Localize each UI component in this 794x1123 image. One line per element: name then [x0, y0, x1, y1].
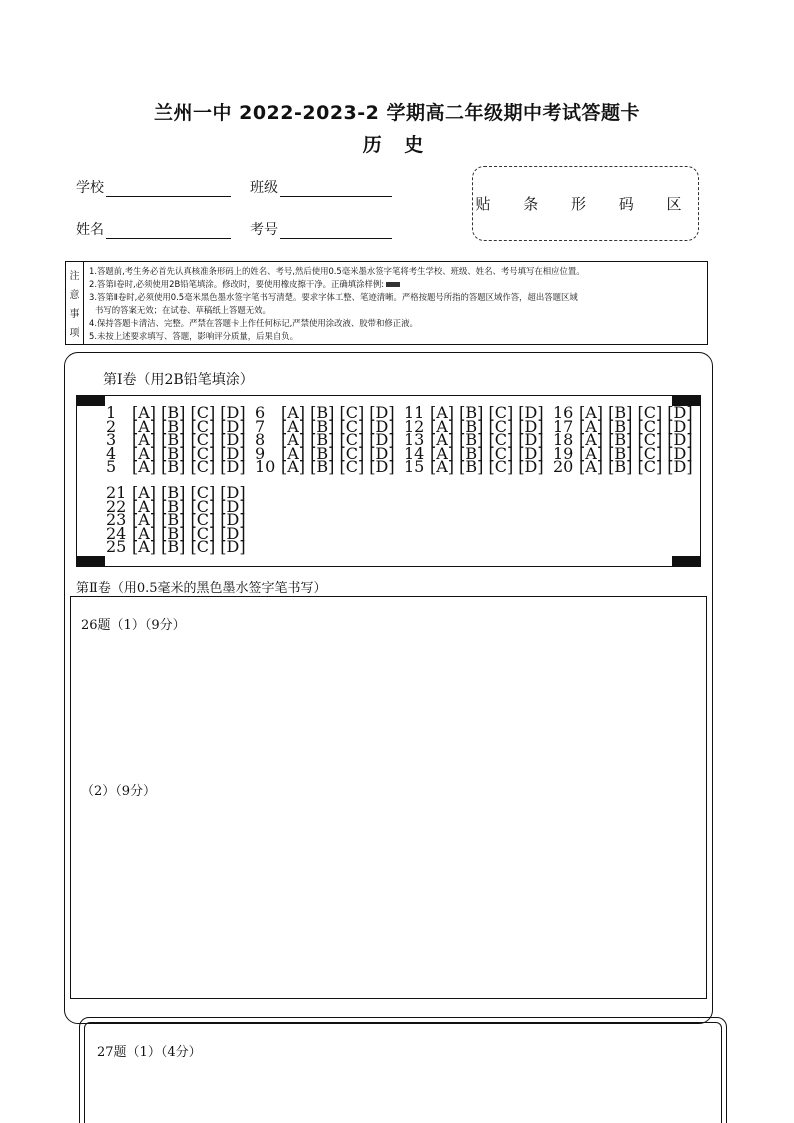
answer-options[interactable]: [A] [B] [C] [D] — [132, 510, 246, 530]
question-number: 1 — [106, 403, 117, 422]
notice-label — [66, 262, 84, 344]
notice-item — [89, 278, 702, 291]
notice-body — [84, 262, 707, 344]
part1-heading: 第Ⅰ卷（用2B铅笔填涂） — [103, 372, 254, 388]
question-number: 6 — [255, 403, 266, 422]
notice-item: 书写的答案无效；在试卷、草稿纸上答题无效。 — [95, 305, 271, 316]
exam-no-line[interactable] — [280, 223, 392, 239]
question-number: 21 — [106, 483, 127, 502]
answer-options[interactable]: [A] [B] [C] [D] — [579, 443, 693, 463]
question-number: 8 — [255, 430, 266, 450]
answer-options[interactable]: [A] [B] [C] [D] — [430, 430, 544, 450]
answer-options[interactable]: [A] [B] [C] [D] — [132, 430, 246, 450]
notice-label-char: 项 — [69, 328, 80, 339]
question-15-row — [404, 457, 544, 477]
answer-options[interactable]: [A] [B] [C] [D] — [132, 403, 246, 422]
notice-item: 5.未按上述要求填写、答题，影响评分质量，后果自负。 — [89, 331, 298, 342]
question-number: 11 — [404, 403, 425, 422]
question-number: 22 — [106, 496, 127, 516]
answer-options[interactable]: [A] [B] [C] [D] — [132, 537, 246, 557]
barcode-label: 贴 条 形 码 区 — [475, 195, 696, 213]
name-line[interactable] — [106, 223, 231, 239]
answer-options[interactable]: [A] [B] [C] [D] — [132, 443, 246, 463]
answer-options[interactable]: [A] [B] [C] [D] — [579, 430, 693, 450]
q26-1-label: 26题（1）（9分） — [81, 618, 186, 633]
school-line[interactable] — [106, 181, 231, 197]
question-number: 25 — [106, 537, 127, 557]
q26-2-label: （2）（9分） — [81, 784, 157, 799]
answer-options[interactable]: [A] [B] [C] [D] — [132, 457, 246, 477]
question-number: 2 — [106, 416, 117, 436]
answer-options[interactable]: [A] [B] [C] [D] — [430, 416, 544, 436]
exam-no-label: 考号 — [250, 222, 278, 238]
question-number: 14 — [404, 443, 425, 463]
answer-options[interactable]: [A] [B] [C] [D] — [579, 416, 693, 436]
question-20-row — [553, 457, 693, 477]
notice-label-char: 注 — [69, 271, 80, 282]
answer-options[interactable]: [A] [B] [C] [D] — [579, 403, 693, 422]
class-line[interactable] — [280, 181, 392, 197]
notice-label-char: 事 — [69, 309, 80, 320]
alignment-mark — [672, 556, 700, 566]
school-field[interactable] — [76, 177, 231, 197]
question-number: 16 — [553, 403, 574, 422]
class-field[interactable] — [250, 177, 392, 197]
barcode-area — [472, 166, 699, 241]
fill-sample-mark — [386, 282, 400, 287]
notice-box — [65, 261, 708, 345]
answer-options[interactable]: [A] [B] [C] [D] — [281, 443, 395, 463]
question-number: 13 — [404, 430, 425, 450]
question-number: 15 — [404, 457, 425, 477]
notice-item-text: 2.答第Ⅰ卷时,必须使用2B铅笔填涂。修改时，要使用橡皮擦干净。正确填涂样例: — [89, 279, 385, 290]
answer-options[interactable]: [A] [B] [C] [D] — [579, 457, 693, 477]
answer-options[interactable]: [A] [B] [C] [D] — [430, 457, 544, 477]
notice-item: 3.答第Ⅱ卷时,必须使用0.5毫米黑色墨水签字笔书写清楚。要求字体工整、笔迹清晰。严格按题号所指的答题区域作答，超出答题区域 — [89, 292, 578, 303]
question-number: 18 — [553, 430, 574, 450]
question-number: 20 — [553, 457, 574, 477]
exam-no-field[interactable] — [250, 219, 392, 239]
question-number: 17 — [553, 416, 574, 436]
question-10-row — [255, 457, 395, 477]
question-number: 19 — [553, 443, 574, 463]
q27-1-label: 27题（1）（4分） — [97, 1045, 202, 1060]
class-label: 班级 — [250, 180, 278, 196]
name-label: 姓名 — [76, 222, 104, 238]
notice-item: 1.答题前,考生务必首先认真核准条形码上的姓名、考号,然后使用0.5毫米墨水签字笔将考生学校、班级、姓名、考号填写在相应位置。 — [89, 266, 585, 276]
question-number: 9 — [255, 443, 266, 463]
question-number: 5 — [106, 457, 117, 477]
question-number: 24 — [106, 523, 127, 543]
question-5-row — [106, 457, 246, 477]
notice-item: 4.保持答题卡清洁、完整。严禁在答题卡上作任何标记,严禁使用涂改液、胶带和修正液。 — [89, 318, 418, 329]
answer-options[interactable]: [A] [B] [C] [D] — [132, 416, 246, 436]
answer-options[interactable]: [A] [B] [C] [D] — [132, 483, 246, 502]
answer-options[interactable]: [A] [B] [C] [D] — [430, 443, 544, 463]
subject-title: 历 史 — [362, 134, 432, 156]
question-number: 10 — [255, 457, 276, 477]
answer-area-26[interactable] — [70, 596, 707, 999]
answer-area-27[interactable] — [84, 1022, 722, 1123]
answer-options[interactable]: [A] [B] [C] [D] — [281, 403, 395, 422]
question-25-row — [106, 537, 246, 557]
alignment-mark — [77, 396, 105, 406]
question-number: 12 — [404, 416, 425, 436]
answer-options[interactable]: [A] [B] [C] [D] — [132, 496, 246, 516]
answer-options[interactable]: [A] [B] [C] [D] — [281, 416, 395, 436]
name-field[interactable] — [76, 219, 231, 239]
question-number: 4 — [106, 443, 117, 463]
notice-label-char: 意 — [69, 290, 80, 301]
question-number: 7 — [255, 416, 266, 436]
part2-heading: 第Ⅱ卷（用0.5毫米的黑色墨水签字笔书写） — [76, 581, 327, 596]
question-number: 23 — [106, 510, 127, 530]
answer-options[interactable]: [A] [B] [C] [D] — [281, 430, 395, 450]
answer-options[interactable]: [A] [B] [C] [D] — [281, 457, 395, 477]
alignment-mark — [77, 556, 105, 566]
page-title: 兰州一中 2022-2023-2 学期高二年级期中考试答题卡 — [154, 102, 640, 124]
school-label: 学校 — [76, 180, 104, 196]
answer-options[interactable]: [A] [B] [C] [D] — [430, 403, 544, 422]
answer-options[interactable]: [A] [B] [C] [D] — [132, 523, 246, 543]
question-number: 3 — [106, 430, 117, 450]
